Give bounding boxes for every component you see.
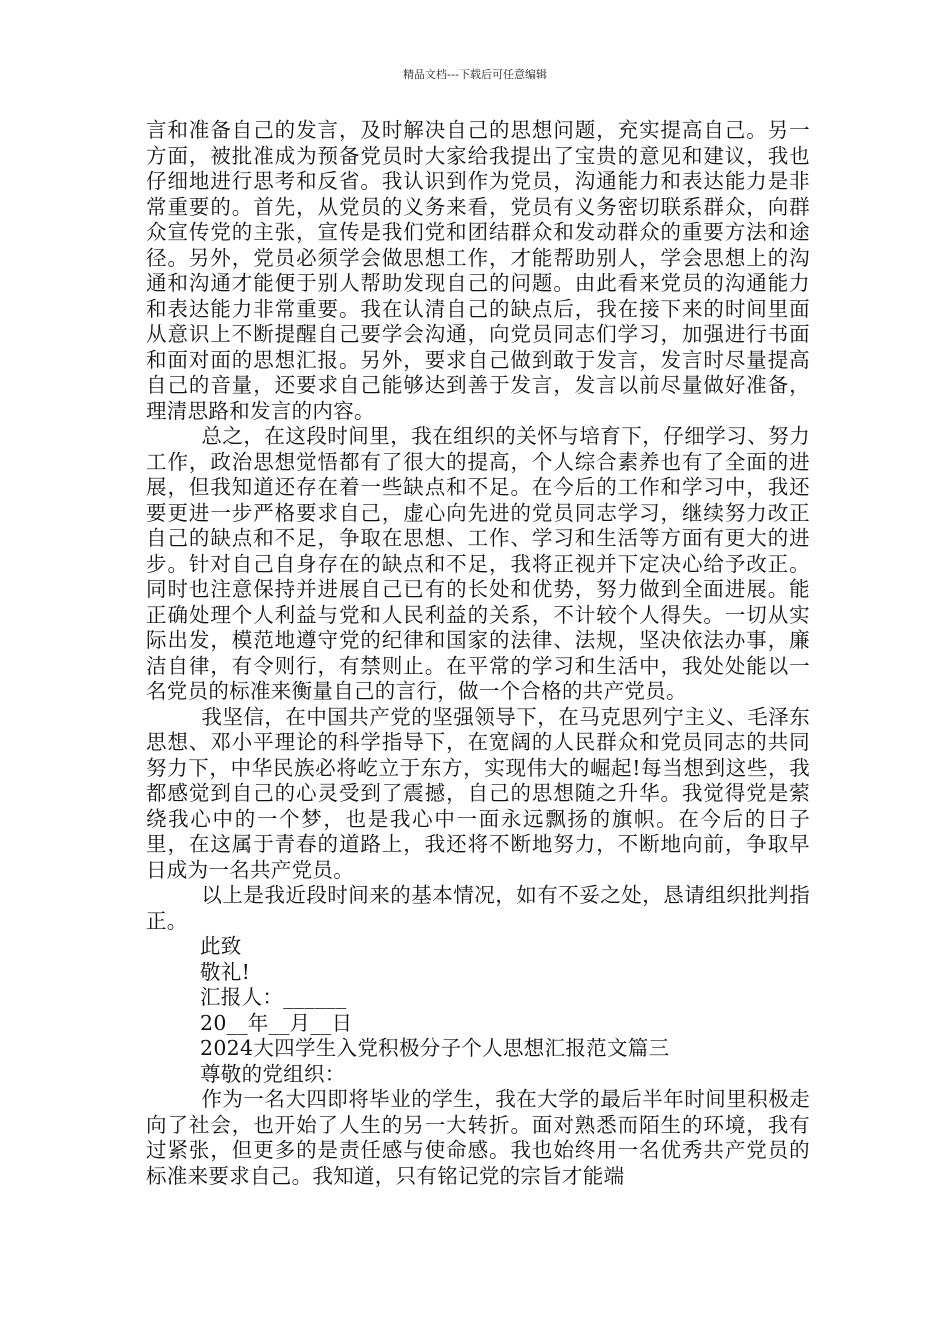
closing-line-1: 此致 (200, 934, 242, 958)
page-header: 精品文档---下载后可任意编辑 (403, 68, 547, 81)
closing-line-2: 敬礼! (200, 959, 251, 984)
next-article-title: 2024大四学生入党积极分子个人思想汇报范文篇三 (200, 1036, 670, 1060)
salutation: 尊敬的党组织： (200, 1061, 346, 1086)
date-line: 20__年__月__日 (200, 1010, 353, 1035)
paragraph-2: 总之，在这段时间里，我在组织的关怀与培育下，仔细学习、努力工作，政治思想觉悟都有了很大的提高，个人综合素养也有了全面的进展，但我知道还存在着一些缺点和不足。在今后的工作和学习中，我还要更进一步严格要求自己，虚心向先进的党员同志学习，继续努力改正自己的缺点和不足，争取在思想、工作、学习和生活等方面有更大的进步。针对自己自身存在的缺点和不足，我将正视并下定决心给予改正。同时也注意保持并进展自己已有的长处和优势，努力做到全面进展。能正确处理个人利益与党和人民利益的关系，不计较个人得失。一切从实际出发，模范地遵守党的纪律和国家的法律、法规，坚决依法办事，廉洁自律，有令则行，有禁则止。在平常的学习和生活中，我处处能以一名党员的标准来衡量自己的言行，做一个合格的共产党员。 (146, 424, 810, 703)
paragraph-5: 作为一名大四即将毕业的学生，我在大学的最后半年时间里积极走向了社会，也开始了人生的另一大转折。面对熟悉而陌生的环境，我有过紧张，但更多的是责任感与使命感。我也始终用一名优秀共产党员的标准来要求自己。我知道，只有铭记党的宗旨才能端 (146, 1087, 810, 1188)
paragraph-1: 言和准备自己的发言，及时解决自己的思想问题，充实提高自己。另一方面，被批准成为预备党员时大家给我提出了宝贵的意见和建议，我也仔细地进行思考和反省。我认识到作为党员，沟通能力和表达能力是非常重要的。首先，从党员的义务来看，党员有义务密切联系群众，向群众宣传党的主张，宣传是我们党和团结群众和发动群众的重要方法和途径。另外，党员必须学会做思想工作，才能帮助别人，学会思想上的沟通和沟通才能便于别人帮助发现自己的问题。由此看来党员的沟通能力和表达能力非常重要。我在认清自己的缺点后，我在接下来的时间里面从意识上不断提醒自己要学会沟通，向党员同志们学习，加强进行书面和面对面的思想汇报。另外，要求自己做到敢于发言，发言时尽量提高自己的音量，还要求自己能够达到善于发言，发言以前尽量做好准备，理清思路和发言的内容。 (146, 118, 810, 423)
reporter-line: 汇报人：______ (200, 985, 347, 1009)
document-body (146, 118, 810, 1189)
paragraph-3: 我坚信，在中国共产党的坚强领导下，在马克思列宁主义、毛泽东思想、邓小平理论的科学指导下，在宽阔的人民群众和党员同志的共同努力下，中华民族必将屹立于东方，实现伟大的崛起!每当想到这些，我都感觉到自己的心灵受到了震撼，自己的思想随之升华。我觉得党是萦绕我心中的一个梦，也是我心中一面永远飘扬的旗帜。在今后的日子里，在这属于青春的道路上，我还将不断地努力，不断地向前，争取早日成为一名共产党员。 (146, 704, 810, 882)
paragraph-4: 以上是我近段时间来的基本情况，如有不妥之处，恳请组织批判指正。 (146, 883, 810, 933)
